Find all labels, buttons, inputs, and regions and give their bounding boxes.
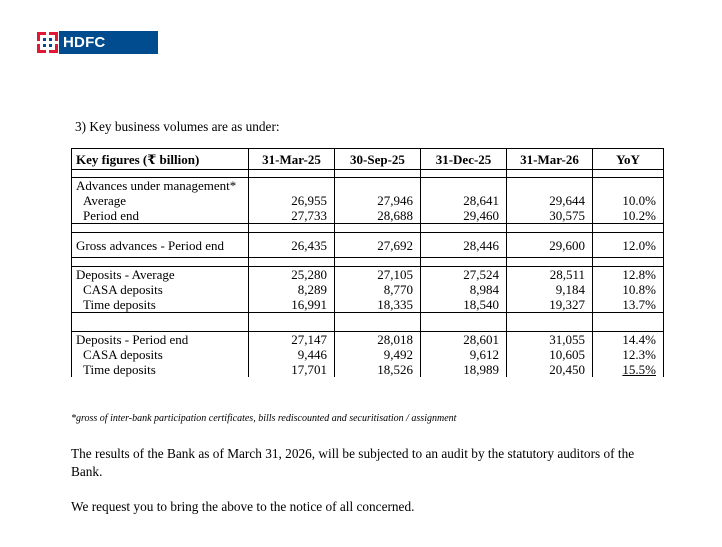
cell-yoy: 15.5% xyxy=(593,362,664,377)
spacer-row xyxy=(72,258,664,267)
cell-value: 27,524 xyxy=(421,267,507,283)
header-30-sep-25: 30-Sep-25 xyxy=(335,149,421,170)
footnote: *gross of inter-bank participation certificates, bills rediscounted and securitisation / assignment xyxy=(71,413,457,424)
cell-value: 27,733 xyxy=(249,208,335,224)
cell-value: 28,641 xyxy=(421,193,507,208)
row-label: CASA deposits xyxy=(72,347,249,362)
paragraph-request: We request you to bring the above to the notice of all concerned. xyxy=(71,499,415,514)
section-heading: 3) Key business volumes are as under: xyxy=(75,119,280,134)
cell-value: 26,955 xyxy=(249,193,335,208)
cell-value: 26,435 xyxy=(249,233,335,258)
cell-value: 17,701 xyxy=(249,362,335,377)
cell-value: 8,770 xyxy=(335,282,421,297)
header-yoy: YoY xyxy=(593,149,664,170)
table-row xyxy=(72,208,664,224)
cell-value: 18,335 xyxy=(335,297,421,313)
cell-value: 18,540 xyxy=(421,297,507,313)
table-row xyxy=(72,347,664,362)
header-31-dec-25: 31-Dec-25 xyxy=(421,149,507,170)
table-row xyxy=(72,332,664,348)
cell-value: 28,018 xyxy=(335,332,421,348)
cell-value: 10,605 xyxy=(507,347,593,362)
logo-text: HDFC BANK xyxy=(59,31,158,54)
cell-value: 18,526 xyxy=(335,362,421,377)
cell-yoy: 10.0% xyxy=(593,193,664,208)
cell-yoy: 12.3% xyxy=(593,347,664,362)
row-label: Gross advances - Period end xyxy=(72,233,249,258)
cell-value: 28,511 xyxy=(507,267,593,283)
spacer-row xyxy=(72,224,664,233)
row-label: CASA deposits xyxy=(72,282,249,297)
cell-value: 28,446 xyxy=(421,233,507,258)
cell-value: 27,105 xyxy=(335,267,421,283)
advances-title: Advances under management* xyxy=(72,178,249,194)
table-row xyxy=(72,297,664,313)
table-header-row xyxy=(72,149,664,170)
hdfc-logo-icon xyxy=(37,32,58,53)
cell-value: 20,450 xyxy=(507,362,593,377)
cell-yoy: 12.8% xyxy=(593,267,664,283)
spacer-row xyxy=(72,313,664,332)
table-row xyxy=(72,362,664,377)
cell-value: 19,327 xyxy=(507,297,593,313)
cell-value: 28,688 xyxy=(335,208,421,224)
cell-value: 29,644 xyxy=(507,193,593,208)
cell-value: 9,612 xyxy=(421,347,507,362)
cell-value: 25,280 xyxy=(249,267,335,283)
header-31-mar-25: 31-Mar-25 xyxy=(249,149,335,170)
cell-value: 31,055 xyxy=(507,332,593,348)
header-key-figures: Key figures (₹ billion) xyxy=(72,149,249,170)
cell-value: 16,991 xyxy=(249,297,335,313)
cell-value: 8,984 xyxy=(421,282,507,297)
cell-yoy: 10.2% xyxy=(593,208,664,224)
table-row xyxy=(72,193,664,208)
paragraph-audit: The results of the Bank as of March 31, 2026, will be subjected to an audit by the statutory auditors of the Bank. xyxy=(71,446,635,479)
table-row xyxy=(72,267,664,283)
cell-yoy: 14.4% xyxy=(593,332,664,348)
hdfc-bank-logo xyxy=(37,31,158,74)
cell-value: 29,600 xyxy=(507,233,593,258)
cell-value: 27,946 xyxy=(335,193,421,208)
cell-value: 27,147 xyxy=(249,332,335,348)
cell-value: 9,492 xyxy=(335,347,421,362)
cell-value: 9,184 xyxy=(507,282,593,297)
cell-value: 9,446 xyxy=(249,347,335,362)
table-row xyxy=(72,233,664,258)
cell-value: 27,692 xyxy=(335,233,421,258)
cell-value: 29,460 xyxy=(421,208,507,224)
cell-value: 28,601 xyxy=(421,332,507,348)
cell-yoy: 13.7% xyxy=(593,297,664,313)
cell-value: 18,989 xyxy=(421,362,507,377)
row-label: Time deposits xyxy=(72,297,249,313)
cell-value: 30,575 xyxy=(507,208,593,224)
header-31-mar-26: 31-Mar-26 xyxy=(507,149,593,170)
cell-yoy: 10.8% xyxy=(593,282,664,297)
cell-yoy: 12.0% xyxy=(593,233,664,258)
row-label: Time deposits xyxy=(72,362,249,377)
key-figures-table xyxy=(71,148,664,377)
row-label: Period end xyxy=(72,208,249,224)
row-label: Average xyxy=(72,193,249,208)
cell-value: 8,289 xyxy=(249,282,335,297)
table-row xyxy=(72,282,664,297)
row-label: Deposits - Period end xyxy=(72,332,249,348)
table-row xyxy=(72,178,664,194)
row-label: Deposits - Average xyxy=(72,267,249,283)
spacer-row xyxy=(72,170,664,178)
